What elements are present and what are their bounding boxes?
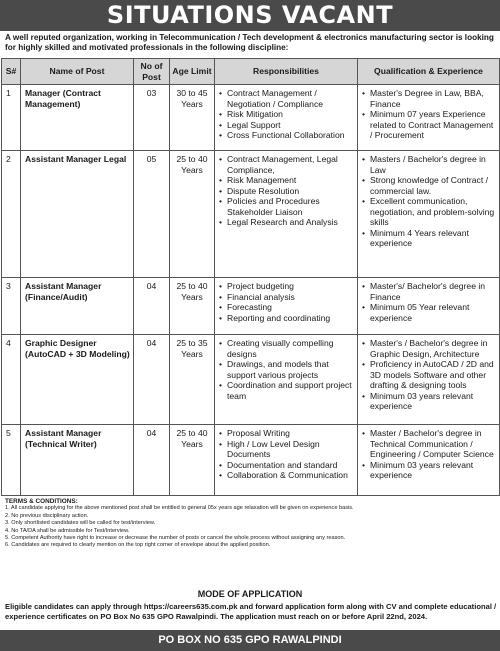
list-item: • Master's/ Bachelor's degree in Finance xyxy=(361,281,496,302)
terms-item: 1. All candidate applying for the above mentioned post shall be entitled to general 05x years age relaxation will be given on experience basis. xyxy=(5,505,354,512)
row-qualification xyxy=(358,151,500,278)
vacancy-table-container xyxy=(1,58,499,496)
list-item: • Coordination and support project team xyxy=(218,380,354,401)
list-item: • Proficiency in AutoCAD / 2D and 3D models Software and other drafting & designing tools xyxy=(361,359,496,391)
row-post: Assistant Manager (Finance/Audit) xyxy=(21,278,134,335)
row-post: Assistant Manager (Technical Writer) xyxy=(21,425,134,496)
table-row xyxy=(2,425,500,496)
row-count: 04 xyxy=(134,278,170,335)
table-row xyxy=(2,151,500,278)
list-item: • High / Low Level Design Documents xyxy=(218,439,354,460)
header-sno: S# xyxy=(2,59,21,85)
header-age: Age Limit xyxy=(170,59,215,85)
row-qualification xyxy=(358,85,500,151)
list-item: • Minimum 05 Year relevant experience xyxy=(361,302,496,323)
list-item: • Drawings, and models that support various projects xyxy=(218,359,354,380)
row-age: 25 to 40 Years xyxy=(170,425,215,496)
row-count: 04 xyxy=(134,335,170,425)
row-responsibilities xyxy=(215,425,358,496)
list-item: • Collaboration & Communication xyxy=(218,470,354,481)
list-item: • Risk Mitigation xyxy=(218,109,354,120)
row-post: Assistant Manager Legal xyxy=(21,151,134,278)
vacancy-table xyxy=(1,58,500,496)
list-item: • Dispute Resolution xyxy=(218,186,354,197)
list-item: • Minimum 4 Years relevant experience xyxy=(361,228,496,249)
terms-item: 4. No TA/DA shall be admissible for Test/Interview. xyxy=(5,527,130,534)
list-item: • Minimum 07 years Experience related to Contract Management / Procurement xyxy=(361,109,496,141)
list-item: • Legal Support xyxy=(218,120,354,131)
mode-heading: MODE OF APPLICATION xyxy=(197,589,303,599)
row-sno: 1 xyxy=(2,85,21,151)
list-item: • Contract Management / Negotiation / Compliance xyxy=(218,88,354,109)
table-row xyxy=(2,335,500,425)
row-responsibilities xyxy=(215,85,358,151)
row-count: 04 xyxy=(134,425,170,496)
terms-heading: TERMS & CONDITIONS: xyxy=(5,498,78,505)
list-item: • Master's Degree in Law, BBA, Finance xyxy=(361,88,496,109)
list-item: • Project budgeting xyxy=(218,281,354,292)
row-sno: 4 xyxy=(2,335,21,425)
row-age: 25 to 40 Years xyxy=(170,278,215,335)
header-resp: Responsibilities xyxy=(215,59,358,85)
terms-item: 5. Competent Authority have right to increase or decrease the number of posts or cancel the whole process without assigning any reason. xyxy=(5,535,346,542)
mode-text: Eligible candidates can apply through https://careers635.com.pk and forward application form along with CV and complete educational / experience certificates on PO Box No 635 GPO Rawalpindi. The application must reach on or before April 22nd, 2024. xyxy=(5,602,497,621)
table-row xyxy=(2,278,500,335)
list-item: • Forecasting xyxy=(218,302,354,313)
intro-text: A well reputed organization, working in Telecommunication / Tech development & electronics manufacturing sector is looking for highly skilled and motivated professionals in the following discipline: xyxy=(5,33,494,52)
terms-section xyxy=(5,498,497,550)
list-item: • Strong knowledge of Contract / commercial law. xyxy=(361,175,496,196)
list-item: • Creating visually compelling designs xyxy=(218,338,354,359)
row-qualification xyxy=(358,425,500,496)
list-item: • Minimum 03 years relevant experience xyxy=(361,391,496,412)
list-item: • Minimum 03 years relevant experience xyxy=(361,460,496,481)
row-sno: 5 xyxy=(2,425,21,496)
row-qualification xyxy=(358,278,500,335)
page-title: SITUATIONS VACANT xyxy=(0,0,500,31)
header-post: Name of Post xyxy=(21,59,134,85)
row-qualification xyxy=(358,335,500,425)
terms-item: 3. Only shortlisted candidates will be called for test/interview. xyxy=(5,520,156,527)
row-count: 03 xyxy=(134,85,170,151)
list-item: • Master's / Bachelor's degree in Graphic Design, Architecture xyxy=(361,338,496,359)
table-row xyxy=(2,85,500,151)
list-item: • Contract Management, Legal Compliance, xyxy=(218,154,354,175)
list-item: • Financial analysis xyxy=(218,292,354,303)
row-post: Manager (Contract Management) xyxy=(21,85,134,151)
po-box-footer: PO BOX NO 635 GPO RAWALPINDI xyxy=(0,630,500,651)
row-age: 25 to 35 Years xyxy=(170,335,215,425)
header-count: No of Post xyxy=(134,59,170,85)
row-age: 25 to 40 Years xyxy=(170,151,215,278)
terms-item: 6. Candidates are required to clearly mention on the top right corner of envelope about the applied position. xyxy=(5,542,271,549)
list-item: • Reporting and coordinating xyxy=(218,313,354,324)
header-qual: Qualification & Experience xyxy=(358,59,500,85)
terms-item: 2. No previous disciplinary action. xyxy=(5,512,89,519)
list-item: • Proposal Writing xyxy=(218,428,354,439)
row-responsibilities xyxy=(215,278,358,335)
table-header-row xyxy=(2,59,500,85)
row-sno: 2 xyxy=(2,151,21,278)
list-item: • Legal Research and Analysis xyxy=(218,217,354,228)
list-item: • Masters / Bachelor's degree in Law xyxy=(361,154,496,175)
list-item: • Documentation and standard xyxy=(218,460,354,471)
row-sno: 3 xyxy=(2,278,21,335)
list-item: • Master / Bachelor's degree in Technical Communication / Engineering / Computer Science xyxy=(361,428,496,460)
row-post: Graphic Designer (AutoCAD + 3D Modeling) xyxy=(21,335,134,425)
row-responsibilities xyxy=(215,335,358,425)
row-age: 30 to 45 Years xyxy=(170,85,215,151)
list-item: • Excellent communication, negotiation, and problem-solving skills xyxy=(361,196,496,228)
row-count: 05 xyxy=(134,151,170,278)
list-item: • Risk Management xyxy=(218,175,354,186)
list-item: • Policies and Procedures Stakeholder Liaison xyxy=(218,196,354,217)
row-responsibilities xyxy=(215,151,358,278)
list-item: • Cross Functional Collaboration xyxy=(218,130,354,141)
